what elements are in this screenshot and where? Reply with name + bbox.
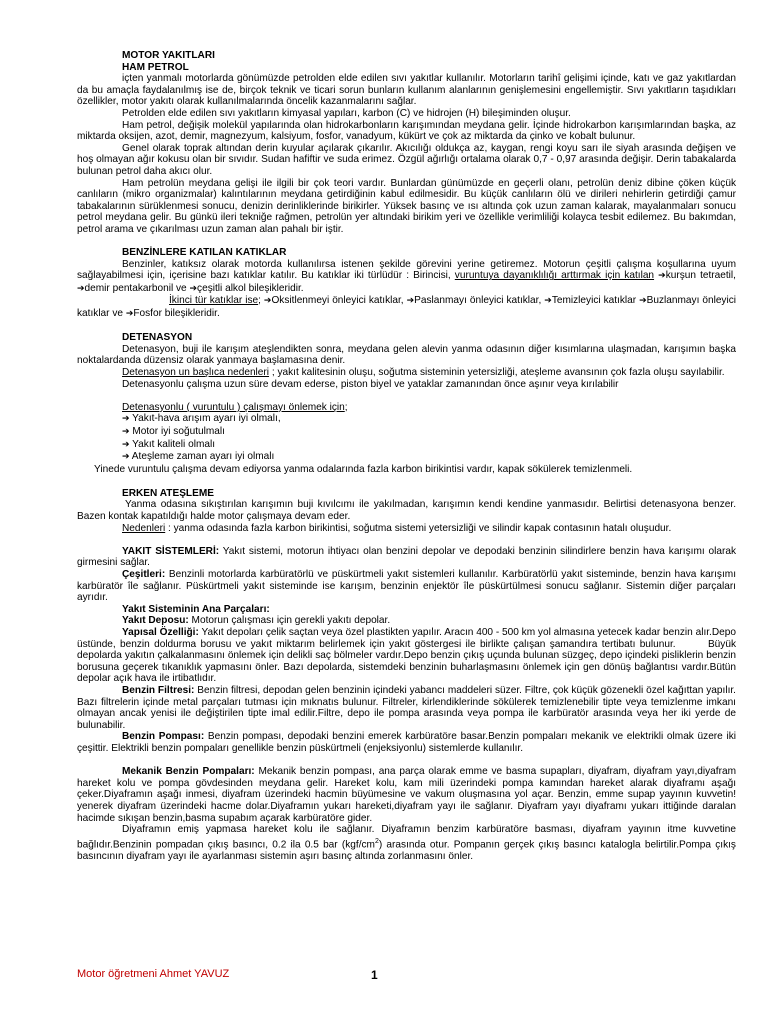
prevent-heading: Detenasyonlu ( vuruntulu ) çalışmayı önlemek için; <box>122 401 348 413</box>
arrow-right-icon: ➔ <box>122 414 130 425</box>
paragraph: Nedenleri : yanma odasında fazla karbon birikintisi, soğutma sistemi yetersizliği ve silindir kapak contasının hatalı oluşudur. <box>122 522 672 534</box>
arrow-right-icon: ➔ <box>122 439 130 450</box>
arrow-right-icon: ➔ <box>189 283 198 294</box>
document-page <box>77 50 736 862</box>
paragraph: Detenasyon un başlıca nedenleri ; yakıt kalitesinin oluşu, soğutma sisteminin yetersizliği, ateşleme avansının çok fazla oluşu sayılabilir. <box>122 367 725 379</box>
page-title: MOTOR YAKITLARI <box>122 50 215 61</box>
arrow-right-icon: ➔ <box>125 309 134 320</box>
paragraph: Benzin Filtresi: Benzin filtresi, depodan gelen benzinin içindeki yabancı maddeleri süzer. Filtre, çok küçük gözenekli özel kağıttan yapılır. Bazı filtrelerin içinde metal parçaları tutması için mıknatıs bulunur. Filtreler, kirlendiklerinde sökülerek temizlenebilir tipte veya temizlenme imkanı olmayan ancak yenisi ile değiştirilen tipte imal edilir.Filtre, depo ile pompa arasında veya pompa ile karbüratör arasında veya her iki yerde de bulunabilir. <box>77 684 736 731</box>
paragraph: Çeşitleri: Benzinli motorlarda karbüratörlü ve püskürtmeli yakıt sistemleri kullanılır. Karbüratörlü yakıt sisteminde, benzin hava karışımı karbüratör île sağlanır. Püskürtmeli yakıt sisteminde ise karışım, benzinin enjektör île püskürtülmesi sonucu sağlanır. Sistemin diğer parçaları ayrıdır. <box>77 569 736 604</box>
paragraph: Detenasyon, buji ile karışım ateşlendikten sonra, meydana gelen alevin yanma odasının diğer kısımlarına ulaşmadan, karışımın başka noktalardanda düzensiz olarak yanmaya başlamasına denir. <box>77 343 736 367</box>
paragraph: Benzinler, katıksız olarak motorda kullanılırsa istenen şekilde görevini yerine getiremez. Motorun çeşitli çalışma koşullarına uyum sağlayabilmesi için, içerisine bazı katıklar katılır. Bu katıklar iki türlüdür : Birincisi, vuruntuya dayanıklılığı arttırmak için katılan ➔kurşun tetraetil, ➔demir pentakarbonil ve ➔çeşitli alkol bileşikleridir. <box>77 258 736 294</box>
paragraph: Genel olarak toprak altından derin kuyular açılarak çıkarılır. Akıcılığı oldukça az, kaygan, rengi koyu sarı ile siyah arasında değişen ve hoş olmayan ağır kokusu olan bir sıvıdır. Sudan hafiftir ve suda erimez. Özgül ağırlığı ortalama olarak 0,7 - 0,97 arasında değişir. Derin tabakalarda bulunan petrol daha akıcı olur. <box>77 142 736 177</box>
arrow-right-icon: ➔ <box>658 271 666 282</box>
arrow-right-icon: ➔ <box>639 296 647 307</box>
section-heading-katiklar: BENZİNLERE KATILAN KATIKLAR <box>122 247 287 259</box>
section-heading-parts: Yakıt Sisteminin Ana Parçaları: <box>122 603 270 615</box>
list-item: ➔ Yakıt kaliteli olmalı <box>122 438 216 450</box>
paragraph: Ham petrol, değişik molekül yapılarında olan hidrokarbonların karışımından meydana gelir. İçinde hidrokarbon karışımlarından başka, az miktarda oksijen, azot, demir, magnezyum, kalsiyum, fosfor, vanadyum, kükürt ve çok az miktarda da çinko ve kobalt bulunur. <box>77 119 736 143</box>
paragraph: Yanma odasına sıkıştırılan karışımın buji kıvılcımı ile yakılmadan, karışımın kendi kendine yanmasıdır. Belirtisi detenasyona benzer. Bazen kontak kapatıldığı halde motor çalışmaya devam eder. <box>77 499 736 523</box>
list-item: ➔ Yakıt-hava arışım ayarı iyi olmalı, <box>122 413 281 425</box>
section-heading-erken-atesleme: ERKEN ATEŞLEME <box>122 487 214 499</box>
list-item: ➔ Ateşleme zaman ayarı iyi olmalı <box>122 451 275 463</box>
section-heading-detonasyon: DETENASYON <box>122 332 193 344</box>
footer-author: Motor öğretmeni Ahmet YAVUZ <box>77 968 230 980</box>
paragraph: YAKIT SİSTEMLERİ: Yakıt sistemi, motorun ihtiyacı olan benzini depolar ve depodaki benzinin silindirlere benzin hava karışımı olarak girmesini sağlar. <box>77 545 736 569</box>
arrow-right-icon: ➔ <box>122 452 130 463</box>
paragraph: Yapısal Özelliği: Yakıt depoları çelik saçtan veya özel plastikten yapılır. Aracın 400 - 500 km yol almasına yetecek kadar benzin alır.Depo üstünde, benzin doldurma borusu ve yakıt miktarım belirlemek için yakıt göstergesi ile birlikte çalışan şamandıra tertibatı bulunur. Büyük depolarda yakıtın çalkalanmasını önlemek için delikli saç bölmeler vardır.Depo benzin çıkış uçunda bulunan süzgeç, depo içindeki pisliklerin benzin borusuna geçerek tıkanıklık yapmasını önler. Bazı depolarda, sistemdeki benzinin buharlaşmasını önlemek için gen dönüş bağlantısı vardır.Bütün depolar açık hava ile irtibatlıdır. <box>77 627 736 685</box>
paragraph: Detenasyonlu çalışma uzun süre devam ederse, piston biyel ve yataklar zamanından önce aşınır veya kırılabilir <box>122 378 619 390</box>
paragraph: Ham petrolün meydana gelişi ile ilgili bir çok teori vardır. Bunlardan günümüzde en geçerli olanı, petrolün deniz dibine çöken küçük canlıların (mikro organizmalar) kalıntılarının meydana getirdiğinin kabul edilmesidir. Bu küçük canlıların ölü ve dirileri nehirlerin getirdiği çamur tabakalarının sürüklenmesi sonucu, denizin derinliklerinde birikirler. Yüksek basınç ve ısı altında çok uzun zaman kalarak, mayalanmaları sonucu petrol meydana gelir. Bu günkü ileri tekniğe rağmen, petrolün yer altındaki birikim yeri ve özellikle verimliliği kolayca tesbit edilemez. Bu bakımdan, petrol arama ve çıkarılması uzun zaman alan pahalı bir iştir. <box>77 177 736 235</box>
paragraph: Yinede vuruntulu çalışma devam ediyorsa yanma odalarında fazla karbon birikintisi vardır, kapak sökülerek temizlenmeli. <box>94 463 633 475</box>
paragraph: Petrolden elde edilen sıvı yakıtların kimyasal yapıları, karbon (C) ve hidrojen (H) bileşiminden oluşur. <box>122 107 571 119</box>
arrow-right-icon: ➔ <box>406 296 415 307</box>
arrow-right-icon: ➔ <box>263 296 272 307</box>
section-heading-ham-petrol: HAM PETROL <box>122 61 189 73</box>
paragraph: Mekanik Benzin Pompaları: Mekanik benzin pompası, ana parça olarak emme ve basma supapları, diyafram, diyafram yayı,diyafram hareket kolu ve pompa gövdesinden meydana gelir. Hareket kolu, kam mili üzerindeki pompa kamından hareket alarak diyaframı aşağı çeker.Diyaframın aşağı inmesi, diyafram üzerindeki hacmin büyümesine ve vakum oluşmasına yol açar. Benzin, emme supap yayının kuvvetin! yenerek diyafram üzerindeki hacme dolar.Diyaframın yukarı hareketi,diyafram yayı ile sağlanır. Diyafram yayı diyaframı yukarı ittiğinde daralan hacimde sıkışan benzin,basma supabım açarak karbüratöre gider. <box>77 766 736 824</box>
paragraph: içten yanmalı motorlarda gönümüzde petrolden elde edilen sıvı yakıtlar kullanılır. Motorların tarihî gelişimi içinde, katı ve gaz yakıtlardan da bu amaçla faydalanılmış ise de, birçok teknik ve ticari sorun bunların kullanım alanlarının genişlemesini engellemiştir. Sıvı yakıtların taşıdıkları özellikler, motor yakıtı olarak kullanılmalarında öncelik kazanmalarını sağlar. <box>77 73 736 108</box>
paragraph: Diyaframın emiş yapmasa hareket kolu ile sağlanır. Diyaframın benzim karbüratöre basması, diyafram yayının itme kuvvetine bağlıdır.Benzinin pompadan çıkış basıncı, 0.2 ila 0.5 bar $(kgf/cm^2)$ arasında otur. Pompanın gerçek çıkış basıncı katalogla belirtilir.Pompa çıkış basıncının diyafram yayı ile ayarlanması sistemin aşırı basınç altında zorlanmasını önler. <box>77 824 736 862</box>
arrow-right-icon: ➔ <box>122 427 130 437</box>
paragraph: Yakıt Deposu: Motorun çalışması için gerekli yakıtı depolar. <box>122 615 391 627</box>
list-item: ➔ Motor iyi soğutulmalı <box>122 426 225 437</box>
paragraph: İkinci tür katıklar ise; ➔Oksitlenmeyi önleyici katıklar, ➔Paslanmayı önleyici katıklar, ➔Temizleyici katıklar ➔Buzlanmayı önleyici katıklar ve ➔Fosfor bileşikleridir. <box>77 295 737 320</box>
arrow-right-icon: ➔ <box>77 283 85 294</box>
page-number: 1 <box>371 968 378 982</box>
paragraph: Benzin Pompası: Benzin pompası, depodaki benzini emerek karbüratöre basar.Benzin pompaları mekanik ve elektrikli olmak üzere iki çeşittir. Elektrikli benzin pompaları genellikle benzin püskürtmeli (enjeksiyonlu) sistemlerde kullanılır. <box>77 731 736 754</box>
arrow-right-icon: ➔ <box>544 296 552 307</box>
